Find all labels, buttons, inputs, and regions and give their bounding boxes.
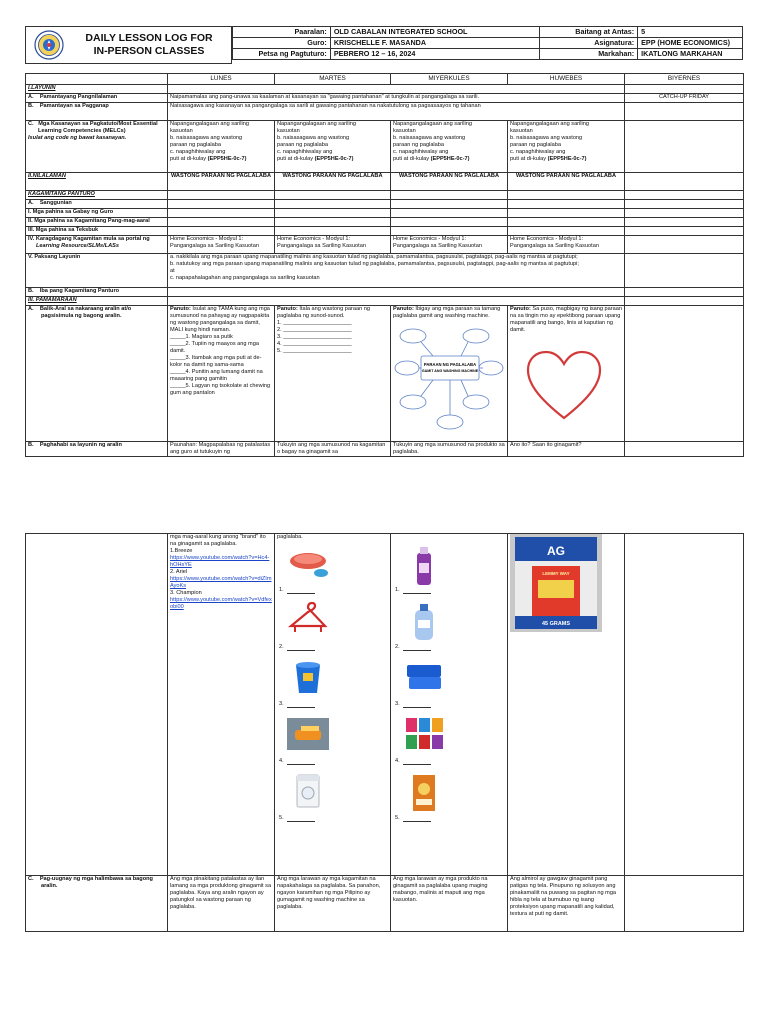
pag-uugnay-martes: Ang mga larawan ay mga kagamitan na napakahalaga sa paglalaba. Sa panahon, ngayon karamihan ng mga Pilipino ay gumagamit ng washing machine sa paglalaba.	[275, 876, 391, 932]
paghahabi-martes-cont: paglalaba. 1. 2. 3. 4. 5.	[275, 534, 391, 876]
web-center-line2: GAMIT ANG WASHING MACHINE	[421, 368, 479, 373]
paghahabi-martes: Tukuyin ang mga sumusunod na kagamitan o bagay na ginagamit sa	[275, 442, 391, 457]
paksang-layunin-label: V. Paksang Layunin	[26, 254, 168, 288]
corner-cell	[26, 74, 168, 85]
tool-item: 5.	[277, 769, 388, 826]
nilalaman-lunes: WASTONG PARAAN NG PAGLALABA	[168, 173, 275, 191]
product-weight: 45 GRAMS	[541, 621, 571, 627]
detergent-sachets-icon	[403, 714, 445, 754]
pamantayang-pangnilalaman-label: A. Pamantayang Pangnilalaman	[26, 94, 168, 103]
paaralan-label: Paaralan:	[233, 27, 331, 38]
melc-lunes: Napangangalagaan ang sariling kasuotan b. naisasagawa ang wastong paraan ng paglalaba c. napaghihiwalay ang puti at di-kulay (EPP5HE-0c-7)	[168, 121, 275, 173]
starch-package-image	[510, 534, 602, 632]
melc-label: C. Mga Kasanayan sa Pagkatuto/Most Essential Learning Competencies (MELCs) Isulat ang code ng bawat kasanayan.	[26, 121, 168, 173]
link-champion[interactable]: https://www.youtube.com/watch?v=Vdfexobi00	[170, 596, 272, 610]
header-info-grid	[232, 26, 743, 60]
paghahabi-label: B. Paghahabi sa layunin ng aralin	[26, 442, 168, 457]
day-biyernes: BIYERNES	[625, 74, 744, 85]
tool-item: 4.	[277, 712, 388, 769]
link-breeze[interactable]: https://www.youtube.com/watch?v=Hc4-hOHsYE	[170, 554, 270, 568]
baitang-value: 5	[638, 27, 743, 38]
concept-web-diagram	[393, 322, 505, 434]
melc-huwebes: Napangangalagaan ang sariling kasuotan b. naisasagawa ang wastong paraan ng paglalaba c. napaghihiwalay ang puti at di-kulay (EPP5HE-0c-7)	[508, 121, 625, 173]
lesson-log-table	[25, 73, 744, 457]
guro-value: KRISCHELLE F. MASANDA	[330, 38, 540, 49]
karagdagang-label: IV. Karagdagang Kagamitan mula sa portal ng Learning Resource/SLMs/LASs	[26, 236, 168, 254]
pag-uugnay-huwebes: Ang almirol ay gawgaw ginagamit pang patigas ng tela. Pinupuno ng solusyon ang pinakamaliit na puwang sa pagitan ng mga hibla ng tela at bumubuo ng isang proteksiyon upang mapanatili ang kalidad, textura at puti ng damit.	[508, 876, 625, 932]
title-block	[25, 26, 232, 64]
paghahabi-lunes-cont: mga mag-aaral kung anong "brand" ito na ginagamit sa paglalaba. 1.Breeze https://www.youtube.com/watch?v=Hc4-hOHsYE 2. Ariel https://www.youtube.com/watch?v=diZImAyoKs 3. Champion https://www.youtube.com/watch?v=Vdfexobi00	[168, 534, 275, 876]
paghahabi-miyerkules: Tukuyin ang mga sumusunod na produkto sa paglalaba.	[391, 442, 508, 457]
day-martes: MARTES	[275, 74, 391, 85]
paghahabi-huwebes-cont	[508, 534, 625, 876]
balik-aral-martes: Panuto: Itala ang wastong paraan ng paglalaba ng sunod-sunod. 1. ______________________ 2. ______________________ 3. ______________________ 4. ______________________ 5. ______________________	[275, 306, 391, 442]
baitang-label: Baitang at Antas:	[540, 27, 638, 38]
balik-aral-huwebes: Panuto: Sa puso, magbigay ng isang paraan na sa tingin mo ay epektibong paraan upang mapanatili ang bango, linis at kaputian ng damit.	[508, 306, 625, 442]
product-item: 2.	[393, 598, 505, 655]
paksang-layunin: a. nakikilala ang mga paraan upang mapanatiling malinis ang kasuotan tulad ng paglalaba, pamamalantsa, pagsusulsi, pagtatagpi, pag-aalis ng mantsa at pagtutupi; b. natutukoy ang mga paraan upang mapanatiling malinis ang kasuotan tulad ng paglalaba, pamamalantsa, pagsusulsi, pagtatagpi, pag-aalis ng mantsa at pagtutupi; at c. napapahalagahan ang pangangalaga sa sariling kasuotan	[168, 254, 625, 288]
iba-pang-kagamitan-label: B. Iba pang Kagamitang Panturo	[26, 288, 168, 297]
melc-martes: Napangangalagaan ang sariling kasuotan b. naisasagawa ang wastong paraan ng paglalaba c. napaghihiwalay ang puti at di-kulay (EPP5HE-0c-7)	[275, 121, 391, 173]
melc-miyerkules: Napangangalagaan ang sariling kasuotan b. naisasagawa ang wastong paraan ng paglalaba c. napaghihiwalay ang puti at di-kulay (EPP5HE-0c-7)	[391, 121, 508, 173]
deped-seal-logo	[34, 30, 64, 60]
bar-soap-icon	[403, 657, 445, 697]
pag-uugnay-miyerkules: Ang mga larawan ay mga produkto na ginagamit sa paglalaba upang maging mabango, malinis at maputi ang mga kasuotan.	[391, 876, 508, 932]
teksbuk-label: III. Mga pahina sa Teksbuk	[26, 227, 168, 236]
asignatura-label: Asignatura:	[540, 38, 638, 49]
pamantayan-sa-pagganap: Naisasagawa ang kasanayan sa pangangalaga sa sarili at gawaing pantahanan na nakatutulong sa pagsasaayos ng tahanan	[168, 103, 625, 121]
web-center-line1: PARAAN NG PAGLALABA	[423, 361, 477, 367]
day-lunes: LUNES	[168, 74, 275, 85]
pamamaraan-heading: III. PAMAMARAAN	[26, 297, 168, 306]
kagamitan-heading: KAGAMITANG PANTURO	[26, 191, 168, 200]
pamantayan-sa-pagganap-label: B. Pamantayan sa Pagganap	[26, 103, 168, 121]
sanggunian-label: A. Sanggunian	[26, 200, 168, 209]
tool-item: 3.	[277, 655, 388, 712]
paghahabi-lunes: Paunahan: Magpapalabas ng patalastas ang guro at tutukuyin ng	[168, 442, 275, 457]
balik-aral-miyerkules: Panuto: Ibigay ang mga paraan sa tamang paglalaba gamit ang washing machine. PARAAN NG PAGLALABA GAMIT ANG WASHING MACHINE	[391, 306, 508, 442]
day-huwebes: HUWEBES	[508, 74, 625, 85]
modyul-lunes: Home Economics - Modyul 1: Pangangalaga sa Sariling Kasuotan	[168, 236, 275, 254]
basin-icon	[287, 543, 329, 583]
document-title: DAILY LESSON LOG FOR IN-PERSON CLASSES	[85, 32, 213, 57]
modyul-huwebes: Home Economics - Modyul 1: Pangangalaga sa Sariling Kasuotan	[508, 236, 625, 254]
product-item: 5.	[393, 769, 505, 826]
markahan-label: Markahan:	[540, 49, 638, 60]
heart-icon	[524, 348, 604, 424]
pail-icon	[287, 657, 329, 697]
product-item: 1.	[393, 541, 505, 598]
pang-mag-aaral-label: II. Mga pahina sa Kagamitang Pang-mag-aaral	[26, 218, 168, 227]
paaralan-value: OLD CABALAN INTEGRATED SCHOOL	[330, 27, 540, 38]
nilalaman-heading: II.NILALAMAN	[26, 173, 168, 191]
modyul-miyerkules: Home Economics - Modyul 1: Pangangalaga sa Sariling Kasuotan	[391, 236, 508, 254]
nilalaman-huwebes: WASTONG PARAAN NG PAGLALABA	[508, 173, 625, 191]
catch-up-friday: CATCH-UP FRIDAY	[625, 94, 744, 103]
link-ariel[interactable]: https://www.youtube.com/watch?v=diZImAyoKs	[170, 575, 272, 589]
asignatura-value: EPP (HOME ECONOMICS)	[638, 38, 743, 49]
pamantayang-pangnilalaman: Naipamamalas ang pang-unawa sa kaalaman at kasanayan sa "gawaing pantahanan" at tungkulin at pangangalaga sa sarili.	[168, 94, 625, 103]
pag-uugnay-label: C. Pag-uugnay ng mga halimbawa sa bagong aralin.	[26, 876, 168, 932]
gabay-label: I. Mga pahina sa Gabay ng Guro	[26, 209, 168, 218]
paghahabi-miyerkules-cont	[391, 534, 508, 876]
paghahabi-huwebes: Ano ito? Saan ito ginagamit?	[508, 442, 625, 457]
markahan-value: IKATLONG MARKAHAN	[638, 49, 743, 60]
modyul-martes: Home Economics - Modyul 1: Pangangalaga sa Sariling Kasuotan	[275, 236, 391, 254]
guro-label: Guro:	[233, 38, 331, 49]
product-item: 3.	[393, 655, 505, 712]
fabric-conditioner-bottle-icon	[403, 543, 445, 587]
product-brand: AG	[547, 544, 565, 558]
pag-uugnay-lunes: Ang mga pinakitang patalastas ay ilan lamang sa mga produktong ginagamit sa paglalaba. Kaya ang aralin ngayon ay patungkol sa wastong paraan ng paglalaba.	[168, 876, 275, 932]
petsa-value: PEBRERO 12 – 16, 2024	[330, 49, 540, 60]
lesson-log-table-continued	[25, 533, 744, 932]
balik-aral-lunes: Panuto: Isulat ang TAMA kung ang mga sumusunod na pahayag ay nagpapakita ng wastong pangangalaga sa damit, MALI kung hindi naman. _____1. Magiaro sa putik _____2. Tupiin ng maayos ang mga damit. _____3. Itambak ang mga puti at de-kolor na damit ng sama-sama _____4. Punitin ang lumang damit na maaaring pang gamitin _____5. Lagyan ng tsokolate at chewing gum ang pantalon	[168, 306, 275, 442]
tool-item: 1.	[277, 541, 388, 598]
petsa-label: Petsa ng Pagtuturo:	[233, 49, 331, 60]
washing-machine-icon	[287, 771, 329, 811]
hanger-icon	[287, 600, 329, 640]
tool-item: 2.	[277, 598, 388, 655]
product-item: 4.	[393, 712, 505, 769]
detergent-bottle-icon	[403, 600, 445, 644]
brush-icon	[287, 714, 329, 754]
layunin-heading: I.LAYUNIN	[26, 85, 168, 94]
nilalaman-martes: WASTONG PARAAN NG PAGLALABA	[275, 173, 391, 191]
document-header	[25, 26, 743, 64]
product-name: LEMMY WAY	[542, 571, 570, 576]
balik-aral-label: A. Balik-Aral sa nakaraang aralin at/o pagsisimula ng bagong aralin.	[26, 306, 168, 442]
powder-box-icon	[403, 771, 445, 815]
day-miyerkules: MIYERKULES	[391, 74, 508, 85]
nilalaman-miyerkules: WASTONG PARAAN NG PAGLALABA	[391, 173, 508, 191]
